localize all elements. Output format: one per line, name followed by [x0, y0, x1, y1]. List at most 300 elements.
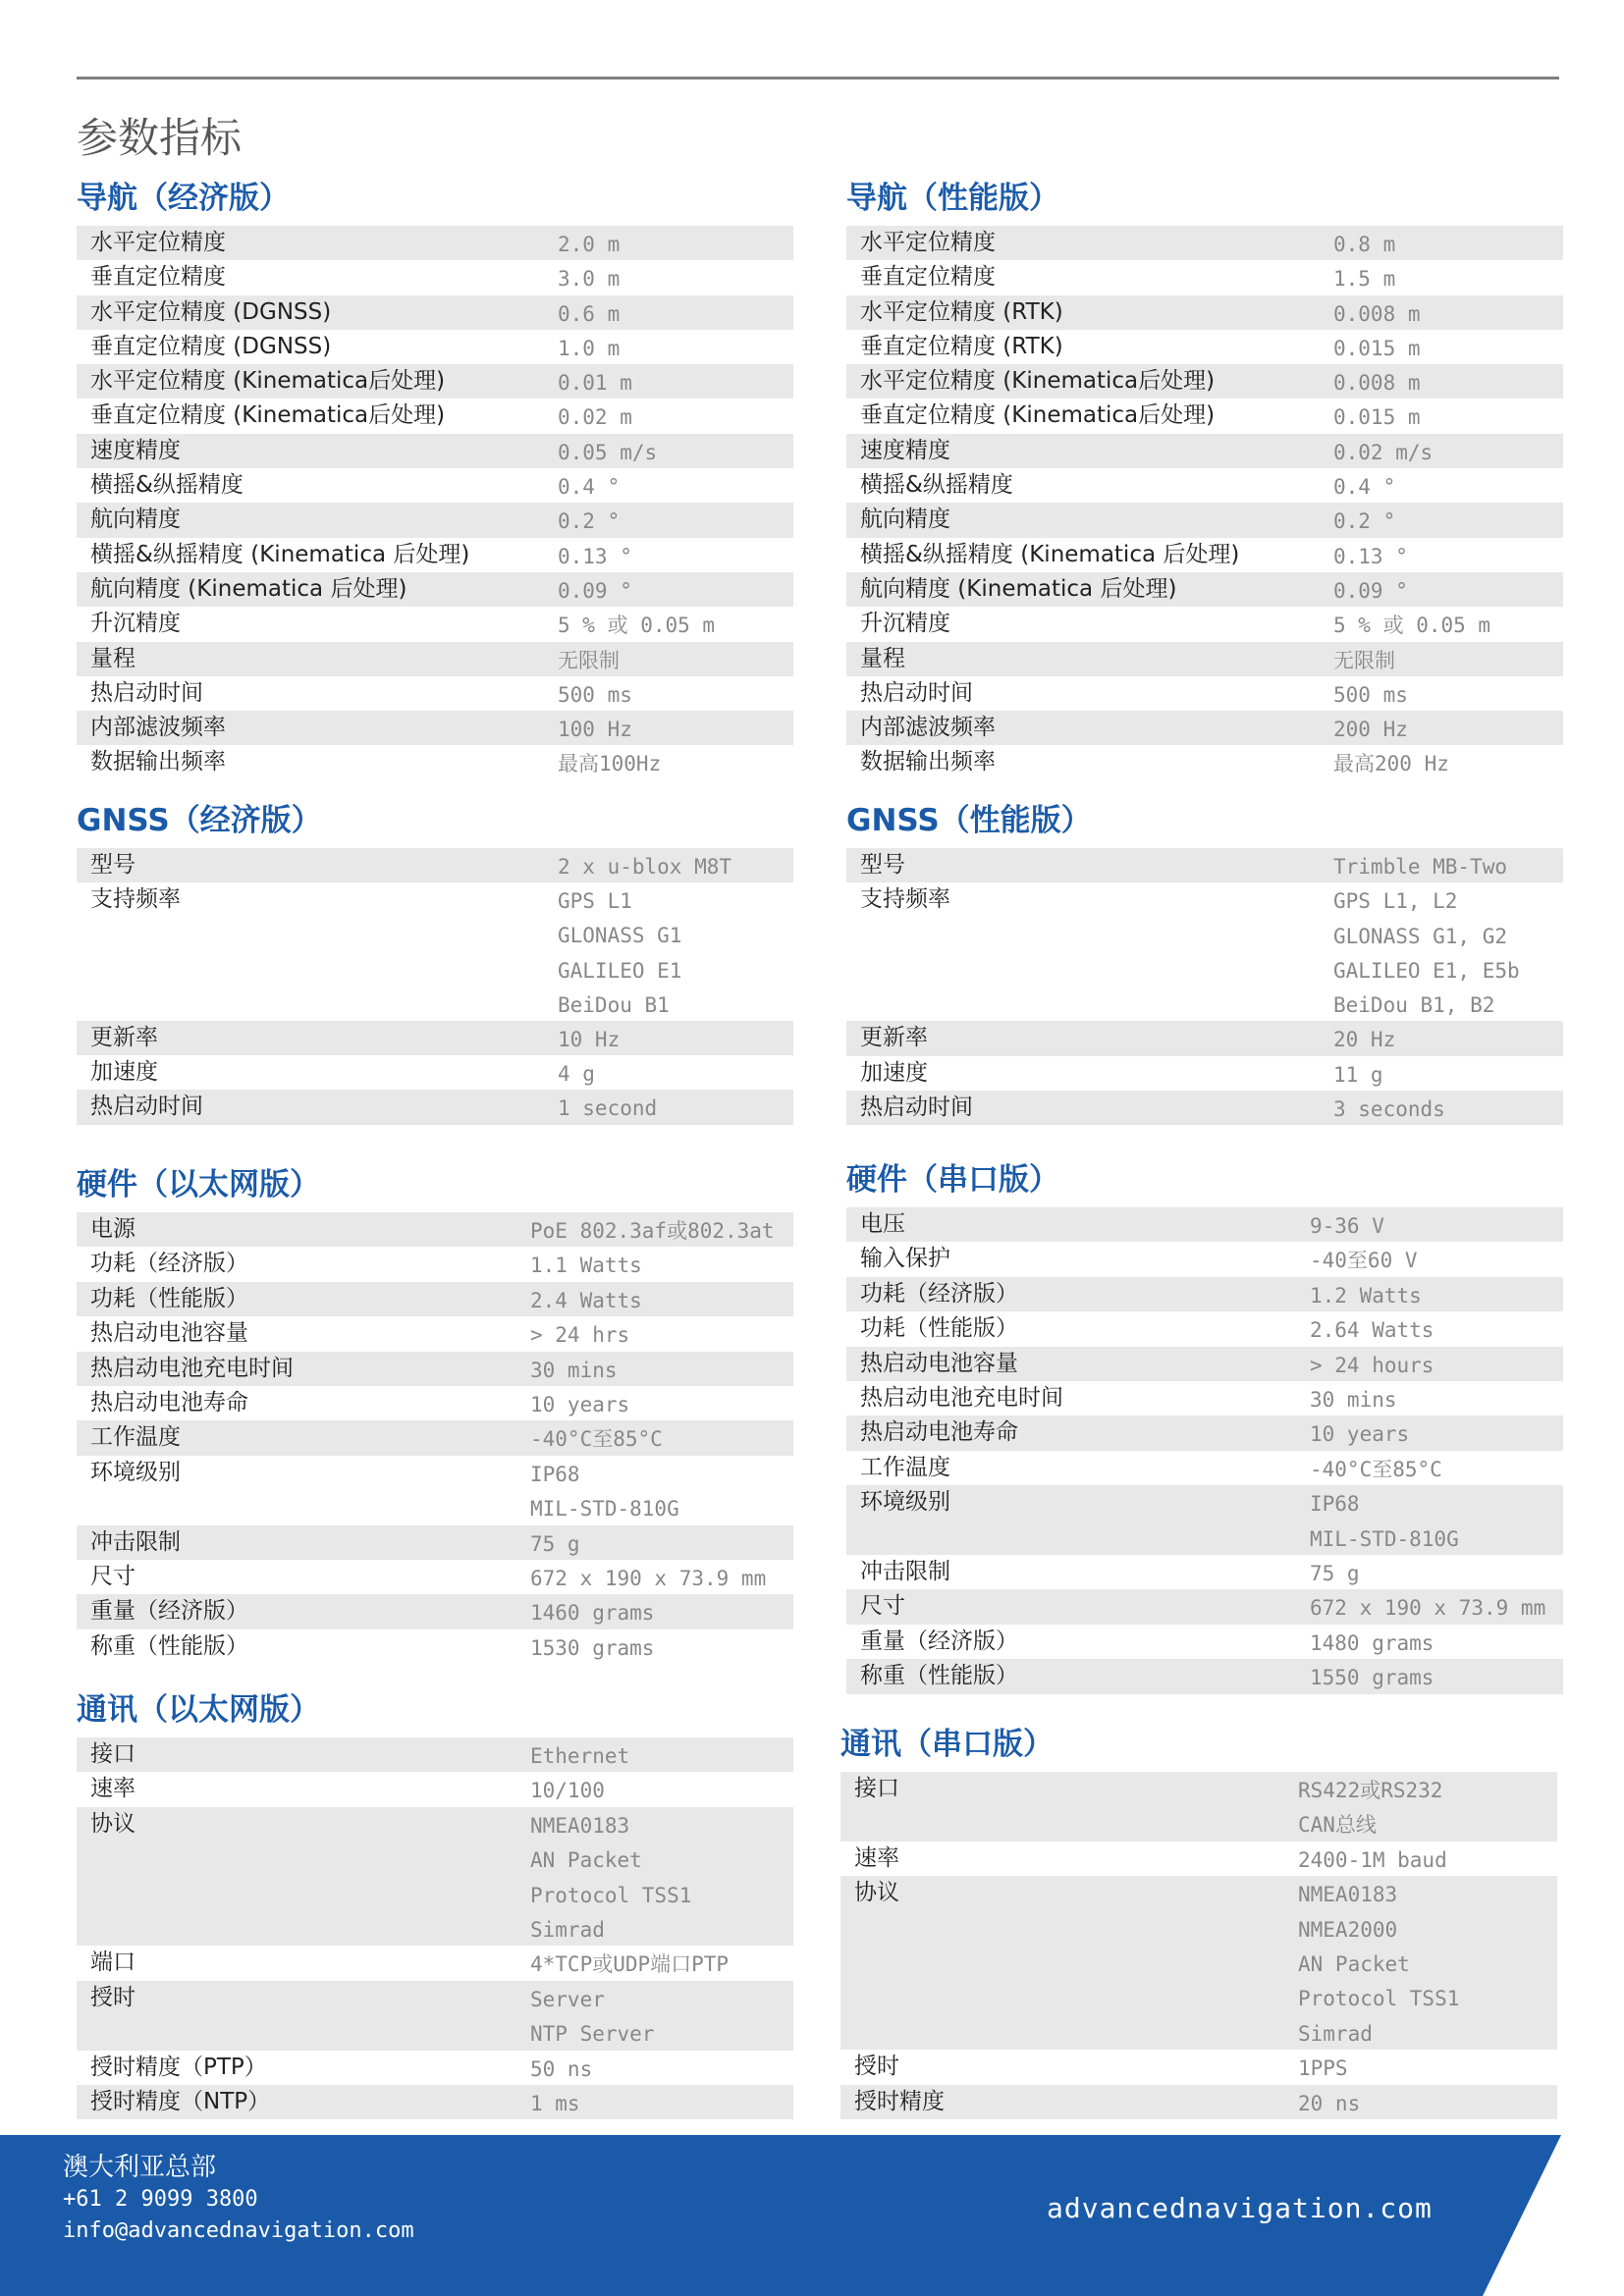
spec-value: 200 Hz — [1333, 718, 1408, 742]
spec-row — [846, 1021, 1563, 1055]
spec-value: 500 ms — [558, 682, 632, 707]
spec-values — [1310, 1207, 1384, 1242]
spec-label: 数据输出频率 — [860, 749, 996, 775]
spec-label: 垂直定位精度 (Kinematica后处理) — [90, 402, 446, 429]
spec-label: 重量（经济版） — [90, 1598, 248, 1625]
spec-label: 工作温度 — [860, 1454, 950, 1480]
spec-row — [846, 1451, 1563, 1485]
spec-values — [1333, 434, 1433, 468]
spec-value: 3.0 m — [558, 267, 621, 292]
spec-table — [77, 226, 793, 780]
spec-values — [530, 1456, 679, 1525]
spec-values — [1333, 295, 1421, 330]
spec-row — [77, 399, 793, 433]
footer-website[interactable]: advancednavigation.com — [1047, 2192, 1433, 2224]
spec-value: 2.4 Watts — [530, 1288, 642, 1312]
spec-row — [77, 1981, 793, 2051]
spec-label: 协议 — [854, 1880, 899, 1906]
spec-row — [77, 711, 793, 745]
spec-values — [558, 572, 632, 607]
spec-row — [846, 295, 1563, 330]
spec-value: 1.5 m — [1333, 267, 1396, 292]
spec-value: GALILEO E1 — [558, 958, 682, 983]
spec-values — [1310, 1381, 1397, 1415]
spec-value: 500 ms — [1333, 682, 1408, 707]
spec-label: 航向精度 — [860, 507, 950, 533]
spec-row — [77, 1560, 793, 1594]
spec-values — [530, 1352, 618, 1386]
spec-value: 75 g — [1310, 1562, 1360, 1586]
spec-values — [1310, 1277, 1422, 1311]
spec-value: BeiDou B1 — [558, 992, 670, 1017]
spec-label: 热启动时间 — [90, 679, 203, 706]
section-nav-perf — [846, 177, 1563, 780]
spec-values — [558, 745, 661, 779]
spec-label: 加速度 — [860, 1059, 928, 1086]
spec-values — [1333, 1021, 1395, 1055]
spec-values — [530, 1525, 580, 1560]
spec-value: Protocol TSS1 — [1298, 1987, 1460, 2011]
spec-label: 授时精度 — [854, 2088, 945, 2114]
spec-label: 称重（性能版） — [860, 1663, 1018, 1689]
spec-row — [77, 1212, 793, 1247]
spec-row — [77, 1316, 793, 1351]
spec-values — [1298, 1876, 1459, 2050]
spec-row — [846, 676, 1563, 711]
section-gnss-perf — [846, 799, 1563, 1125]
spec-value: 20 ns — [1298, 2091, 1361, 2115]
spec-row — [846, 1485, 1563, 1555]
spec-label: 航向精度 (Kinematica 后处理) — [90, 575, 407, 602]
spec-values — [558, 882, 681, 1021]
spec-row — [77, 1629, 793, 1664]
spec-value: 30 mins — [1310, 1388, 1397, 1413]
spec-value: GLONASS G1 — [558, 924, 682, 948]
spec-row — [846, 503, 1563, 537]
spec-row — [77, 434, 793, 468]
spec-values — [1298, 1842, 1447, 1876]
spec-row — [846, 330, 1563, 364]
spec-row — [77, 1090, 793, 1124]
spec-label: 速度精度 — [90, 437, 181, 463]
spec-row — [846, 260, 1563, 294]
spec-row — [77, 364, 793, 399]
spec-values — [530, 1247, 642, 1281]
spec-value: 最高100Hz — [558, 752, 662, 776]
spec-label: 接口 — [854, 1776, 899, 1801]
spec-value: NMEA0183 — [530, 1813, 630, 1838]
spec-value: 无限制 — [558, 648, 620, 672]
spec-value: -40°C至85°C — [530, 1427, 663, 1452]
spec-row — [77, 1456, 793, 1525]
spec-row — [846, 1277, 1563, 1311]
spec-value: 1460 grams — [530, 1601, 655, 1626]
spec-values — [558, 676, 632, 711]
spec-label: 加速度 — [90, 1059, 158, 1086]
spec-label: 横摇&纵摇精度 — [860, 472, 1013, 499]
spec-value: Simrad — [1298, 2021, 1373, 2046]
spec-value: 5 % 或 0.05 m — [558, 614, 716, 638]
spec-value: 0.02 m/s — [1333, 440, 1434, 464]
spec-table — [77, 1737, 793, 2119]
spec-values — [530, 2051, 592, 2085]
spec-value: -40°C至85°C — [1310, 1457, 1442, 1481]
spec-value: 672 x 190 x 73.9 mm — [530, 1567, 767, 1591]
spec-label: 速率 — [90, 1776, 135, 1802]
footer-phone[interactable]: +61 2 9099 3800 — [63, 2187, 258, 2212]
spec-label: 垂直定位精度 (Kinematica后处理) — [860, 402, 1216, 429]
spec-value: 10 years — [1310, 1422, 1410, 1447]
spec-label: 功耗（经济版） — [860, 1280, 1018, 1307]
spec-values — [558, 1055, 595, 1090]
spec-value: 1 second — [558, 1096, 658, 1121]
spec-row — [77, 1282, 793, 1316]
spec-value: 20 Hz — [1333, 1028, 1396, 1052]
spec-value: > 24 hrs — [530, 1323, 630, 1348]
spec-values — [1333, 676, 1408, 711]
spec-values — [530, 1946, 729, 1980]
spec-value: 最高200 Hz — [1333, 752, 1449, 776]
spec-label: 热启动时间 — [860, 1095, 973, 1121]
footer-contact — [63, 2151, 414, 2247]
spec-values — [1310, 1451, 1442, 1485]
spec-row — [77, 745, 793, 779]
spec-row — [77, 642, 793, 676]
spec-label: 速率 — [854, 1844, 899, 1871]
spec-values — [558, 364, 632, 399]
spec-value: 50 ns — [530, 2056, 593, 2081]
spec-value: BeiDou B1, B2 — [1333, 993, 1495, 1018]
spec-row — [846, 711, 1563, 745]
spec-row — [77, 882, 793, 1021]
spec-value: 0.01 m — [558, 371, 632, 396]
section-comm-eth — [77, 1688, 793, 2119]
spec-label: 授时 — [90, 1984, 135, 2010]
spec-label: 航向精度 (Kinematica 后处理) — [860, 575, 1177, 602]
spec-values — [1333, 330, 1421, 364]
spec-values — [558, 503, 620, 537]
spec-row — [846, 1381, 1563, 1415]
spec-label: 热启动电池充电时间 — [90, 1355, 294, 1381]
spec-value: 0.4 ° — [558, 475, 621, 500]
spec-value: 0.09 ° — [1333, 578, 1408, 603]
section-title: 通讯（以太网版） — [77, 1692, 320, 1728]
spec-value: 1550 grams — [1310, 1666, 1435, 1690]
spec-value: Ethernet — [530, 1744, 630, 1768]
spec-value: 2.0 m — [558, 233, 621, 256]
spec-row — [77, 1594, 793, 1629]
spec-values — [1333, 848, 1507, 882]
section-title: 导航（性能版） — [846, 181, 1059, 216]
spec-table — [846, 1207, 1563, 1694]
spec-row — [77, 1772, 793, 1806]
spec-label: 电源 — [90, 1216, 135, 1242]
spec-row — [846, 399, 1563, 433]
spec-row — [846, 1589, 1563, 1624]
spec-value: 0.2 ° — [1333, 509, 1396, 534]
spec-row — [846, 607, 1563, 641]
spec-label: 热启动时间 — [90, 1094, 203, 1120]
spec-values — [1333, 607, 1490, 641]
spec-label: 授时 — [854, 2054, 899, 2080]
spec-label: 横摇&纵摇精度 (Kinematica 后处理) — [90, 541, 470, 567]
spec-row — [77, 1021, 793, 1055]
spec-row — [846, 1555, 1563, 1589]
spec-label: 授时精度（NTP） — [90, 2088, 271, 2114]
spec-label: 垂直定位精度 (DGNSS) — [90, 333, 332, 359]
spec-row — [77, 1386, 793, 1420]
spec-row — [840, 2085, 1557, 2119]
spec-value: NTP Server — [530, 2022, 655, 2047]
spec-value: 2400-1M baud — [1298, 1847, 1447, 1872]
spec-label: 热启动电池寿命 — [90, 1390, 248, 1416]
spec-values — [530, 1420, 663, 1455]
section-title: 通讯（串口版） — [840, 1727, 1054, 1762]
spec-values — [558, 330, 620, 364]
spec-value: Protocol TSS1 — [530, 1883, 692, 1907]
spec-value: Trimble MB-Two — [1333, 855, 1508, 879]
spec-values — [530, 1772, 605, 1806]
spec-row — [77, 572, 793, 607]
spec-values — [558, 295, 620, 330]
spec-value: 0.008 m — [1333, 371, 1421, 396]
spec-row — [846, 642, 1563, 676]
spec-table — [846, 226, 1563, 780]
spec-value: 0.8 m — [1333, 233, 1396, 256]
spec-row — [846, 1056, 1563, 1091]
spec-values — [1310, 1242, 1418, 1276]
spec-label: 水平定位精度 — [860, 230, 996, 255]
spec-row — [77, 538, 793, 572]
spec-values — [558, 607, 715, 641]
spec-value: 75 g — [530, 1531, 580, 1556]
spec-values — [530, 1560, 766, 1594]
spec-label: 升沉精度 — [90, 611, 181, 637]
spec-row — [77, 676, 793, 711]
spec-label: 工作温度 — [90, 1424, 181, 1451]
section-title: 硬件（串口版） — [846, 1162, 1059, 1198]
spec-values — [530, 1212, 775, 1247]
spec-values — [1310, 1659, 1434, 1693]
spec-label: 接口 — [90, 1741, 135, 1767]
spec-values — [1333, 468, 1395, 503]
spec-values — [1333, 1091, 1445, 1125]
spec-value: CAN总线 — [1298, 1813, 1377, 1838]
spec-values — [1333, 745, 1449, 779]
spec-value: 0.13 ° — [1333, 544, 1408, 568]
spec-values — [1310, 1311, 1434, 1346]
spec-row — [77, 2085, 793, 2119]
spec-value: 3 seconds — [1333, 1097, 1445, 1122]
spec-values — [558, 848, 731, 882]
spec-label: 支持频率 — [90, 886, 181, 913]
spec-row — [77, 330, 793, 364]
spec-label: 水平定位精度 — [90, 230, 226, 255]
spec-row — [840, 2050, 1557, 2084]
spec-row — [77, 226, 793, 260]
spec-table — [846, 848, 1563, 1125]
spec-label: 数据输出频率 — [90, 749, 226, 775]
section-title: GNSS（经济版） — [77, 803, 322, 838]
spec-row — [77, 1946, 793, 1980]
spec-values — [1298, 1772, 1442, 1842]
spec-values — [530, 2085, 580, 2119]
spec-value: NMEA0183 — [1298, 1883, 1398, 1907]
spec-row — [77, 1420, 793, 1455]
spec-value: 0.02 m — [558, 405, 632, 430]
spec-value: IP68 — [530, 1462, 580, 1486]
spec-value: 无限制 — [1333, 648, 1395, 672]
spec-values — [530, 1282, 642, 1316]
spec-label: 冲击限制 — [860, 1559, 950, 1585]
spec-row — [846, 1091, 1563, 1125]
spec-label: 环境级别 — [860, 1489, 950, 1516]
spec-label: 支持频率 — [860, 886, 950, 913]
spec-values — [1310, 1485, 1459, 1555]
spec-value: 0.6 m — [558, 301, 621, 326]
spec-row — [840, 1772, 1557, 1842]
spec-values — [530, 1594, 654, 1629]
spec-values — [530, 1386, 629, 1420]
spec-value: 100 Hz — [558, 718, 632, 742]
spec-label: 垂直定位精度 — [860, 264, 996, 291]
spec-values — [1310, 1589, 1545, 1624]
spec-label: 电压 — [860, 1211, 905, 1237]
spec-table — [77, 1212, 793, 1664]
spec-label: 功耗（性能版） — [860, 1315, 1018, 1342]
spec-row — [846, 848, 1563, 882]
spec-label: 速度精度 — [860, 437, 950, 463]
spec-table — [840, 1772, 1557, 2119]
spec-values — [1310, 1415, 1409, 1450]
spec-row — [77, 1247, 793, 1281]
spec-values — [1333, 572, 1408, 607]
section-title: 导航（经济版） — [77, 181, 290, 216]
spec-value: 9-36 V — [1310, 1214, 1384, 1238]
spec-values — [1333, 260, 1395, 294]
spec-label: 垂直定位精度 — [90, 264, 226, 291]
spec-values — [558, 642, 620, 676]
spec-value: GALILEO E1, E5b — [1333, 958, 1520, 983]
spec-label: 功耗（经济版） — [90, 1251, 248, 1277]
spec-label: 量程 — [90, 645, 135, 671]
spec-row — [846, 226, 1563, 260]
spec-values — [530, 1981, 654, 2051]
spec-row — [846, 468, 1563, 503]
spec-label: 热启动电池容量 — [860, 1350, 1018, 1376]
spec-values — [530, 1629, 654, 1664]
spec-value: 5 % 或 0.05 m — [1333, 614, 1491, 638]
spec-label: 更新率 — [90, 1024, 158, 1050]
spec-values — [1310, 1347, 1434, 1381]
spec-table — [77, 848, 793, 1125]
spec-row — [846, 1659, 1563, 1693]
spec-value: GLONASS G1, G2 — [1333, 924, 1508, 948]
spec-value: NMEA2000 — [1298, 1917, 1398, 1942]
spec-value: Simrad — [530, 1917, 605, 1942]
spec-row — [77, 1737, 793, 1772]
page-title: 参数指标 — [77, 114, 243, 162]
spec-value: 0.13 ° — [558, 544, 632, 568]
spec-label: 热启动时间 — [860, 679, 973, 706]
spec-value: 10 Hz — [558, 1027, 621, 1051]
spec-values — [558, 711, 632, 745]
spec-values — [558, 226, 620, 260]
spec-value: 11 g — [1333, 1062, 1383, 1087]
spec-values — [1333, 364, 1421, 399]
spec-value: 1PPS — [1298, 2056, 1348, 2081]
spec-value: PoE 802.3af或802.3at — [530, 1219, 775, 1243]
spec-value: 10/100 — [530, 1779, 605, 1803]
spec-values — [1333, 538, 1408, 572]
spec-values — [530, 1807, 691, 1947]
spec-value: > 24 hours — [1310, 1353, 1435, 1377]
spec-label: 水平定位精度 (Kinematica后处理) — [90, 368, 446, 395]
spec-values — [1333, 642, 1395, 676]
spec-label: 端口 — [90, 1949, 135, 1976]
footer-email[interactable]: info@advancednavigation.com — [63, 2218, 414, 2243]
spec-row — [846, 1415, 1563, 1450]
spec-label: 尺寸 — [860, 1593, 905, 1620]
spec-label: 授时精度（PTP） — [90, 2054, 267, 2080]
spec-values — [1298, 2050, 1348, 2084]
section-comm-serial — [840, 1723, 1557, 2119]
spec-label: 航向精度 — [90, 507, 181, 533]
spec-values — [1333, 503, 1395, 537]
spec-label: 水平定位精度 (RTK) — [860, 298, 1063, 325]
spec-values — [530, 1316, 629, 1351]
spec-label: 横摇&纵摇精度 (Kinematica 后处理) — [860, 541, 1240, 567]
spec-value: GPS L1, L2 — [1333, 889, 1458, 914]
spec-row — [846, 434, 1563, 468]
footer-bar — [0, 2135, 1624, 2296]
spec-value: 10 years — [530, 1393, 630, 1417]
spec-label: 型号 — [90, 852, 135, 878]
spec-label: 升沉精度 — [860, 611, 950, 637]
spec-values — [1298, 2085, 1360, 2119]
spec-row — [77, 848, 793, 882]
spec-row — [846, 538, 1563, 572]
spec-row — [77, 2051, 793, 2085]
spec-row — [77, 295, 793, 330]
spec-label: 量程 — [860, 645, 905, 671]
spec-label: 输入保护 — [860, 1246, 950, 1272]
spec-label: 内部滤波频率 — [860, 715, 996, 741]
spec-values — [1333, 1056, 1383, 1091]
spec-row — [846, 572, 1563, 607]
spec-values — [558, 260, 620, 294]
spec-value: GPS L1 — [558, 889, 632, 914]
spec-label: 内部滤波频率 — [90, 715, 226, 741]
footer-hq: 澳大利亚总部 — [63, 2153, 217, 2182]
spec-value: 0.015 m — [1333, 405, 1421, 430]
spec-row — [77, 1807, 793, 1947]
spec-values — [558, 1021, 620, 1055]
spec-row — [846, 1347, 1563, 1381]
spec-label: 更新率 — [860, 1025, 928, 1051]
spec-label: 热启动电池容量 — [90, 1320, 248, 1347]
section-gnss-eco — [77, 799, 793, 1125]
spec-label: 水平定位精度 (DGNSS) — [90, 298, 332, 325]
spec-label: 热启动电池寿命 — [860, 1419, 1018, 1446]
spec-label: 称重（性能版） — [90, 1632, 248, 1659]
spec-label: 重量（经济版） — [860, 1628, 1018, 1654]
spec-row — [77, 1352, 793, 1386]
spec-value: 672 x 190 x 73.9 mm — [1310, 1596, 1546, 1621]
spec-row — [77, 607, 793, 641]
spec-value: 0.4 ° — [1333, 475, 1396, 500]
spec-label: 水平定位精度 (Kinematica后处理) — [860, 368, 1216, 395]
